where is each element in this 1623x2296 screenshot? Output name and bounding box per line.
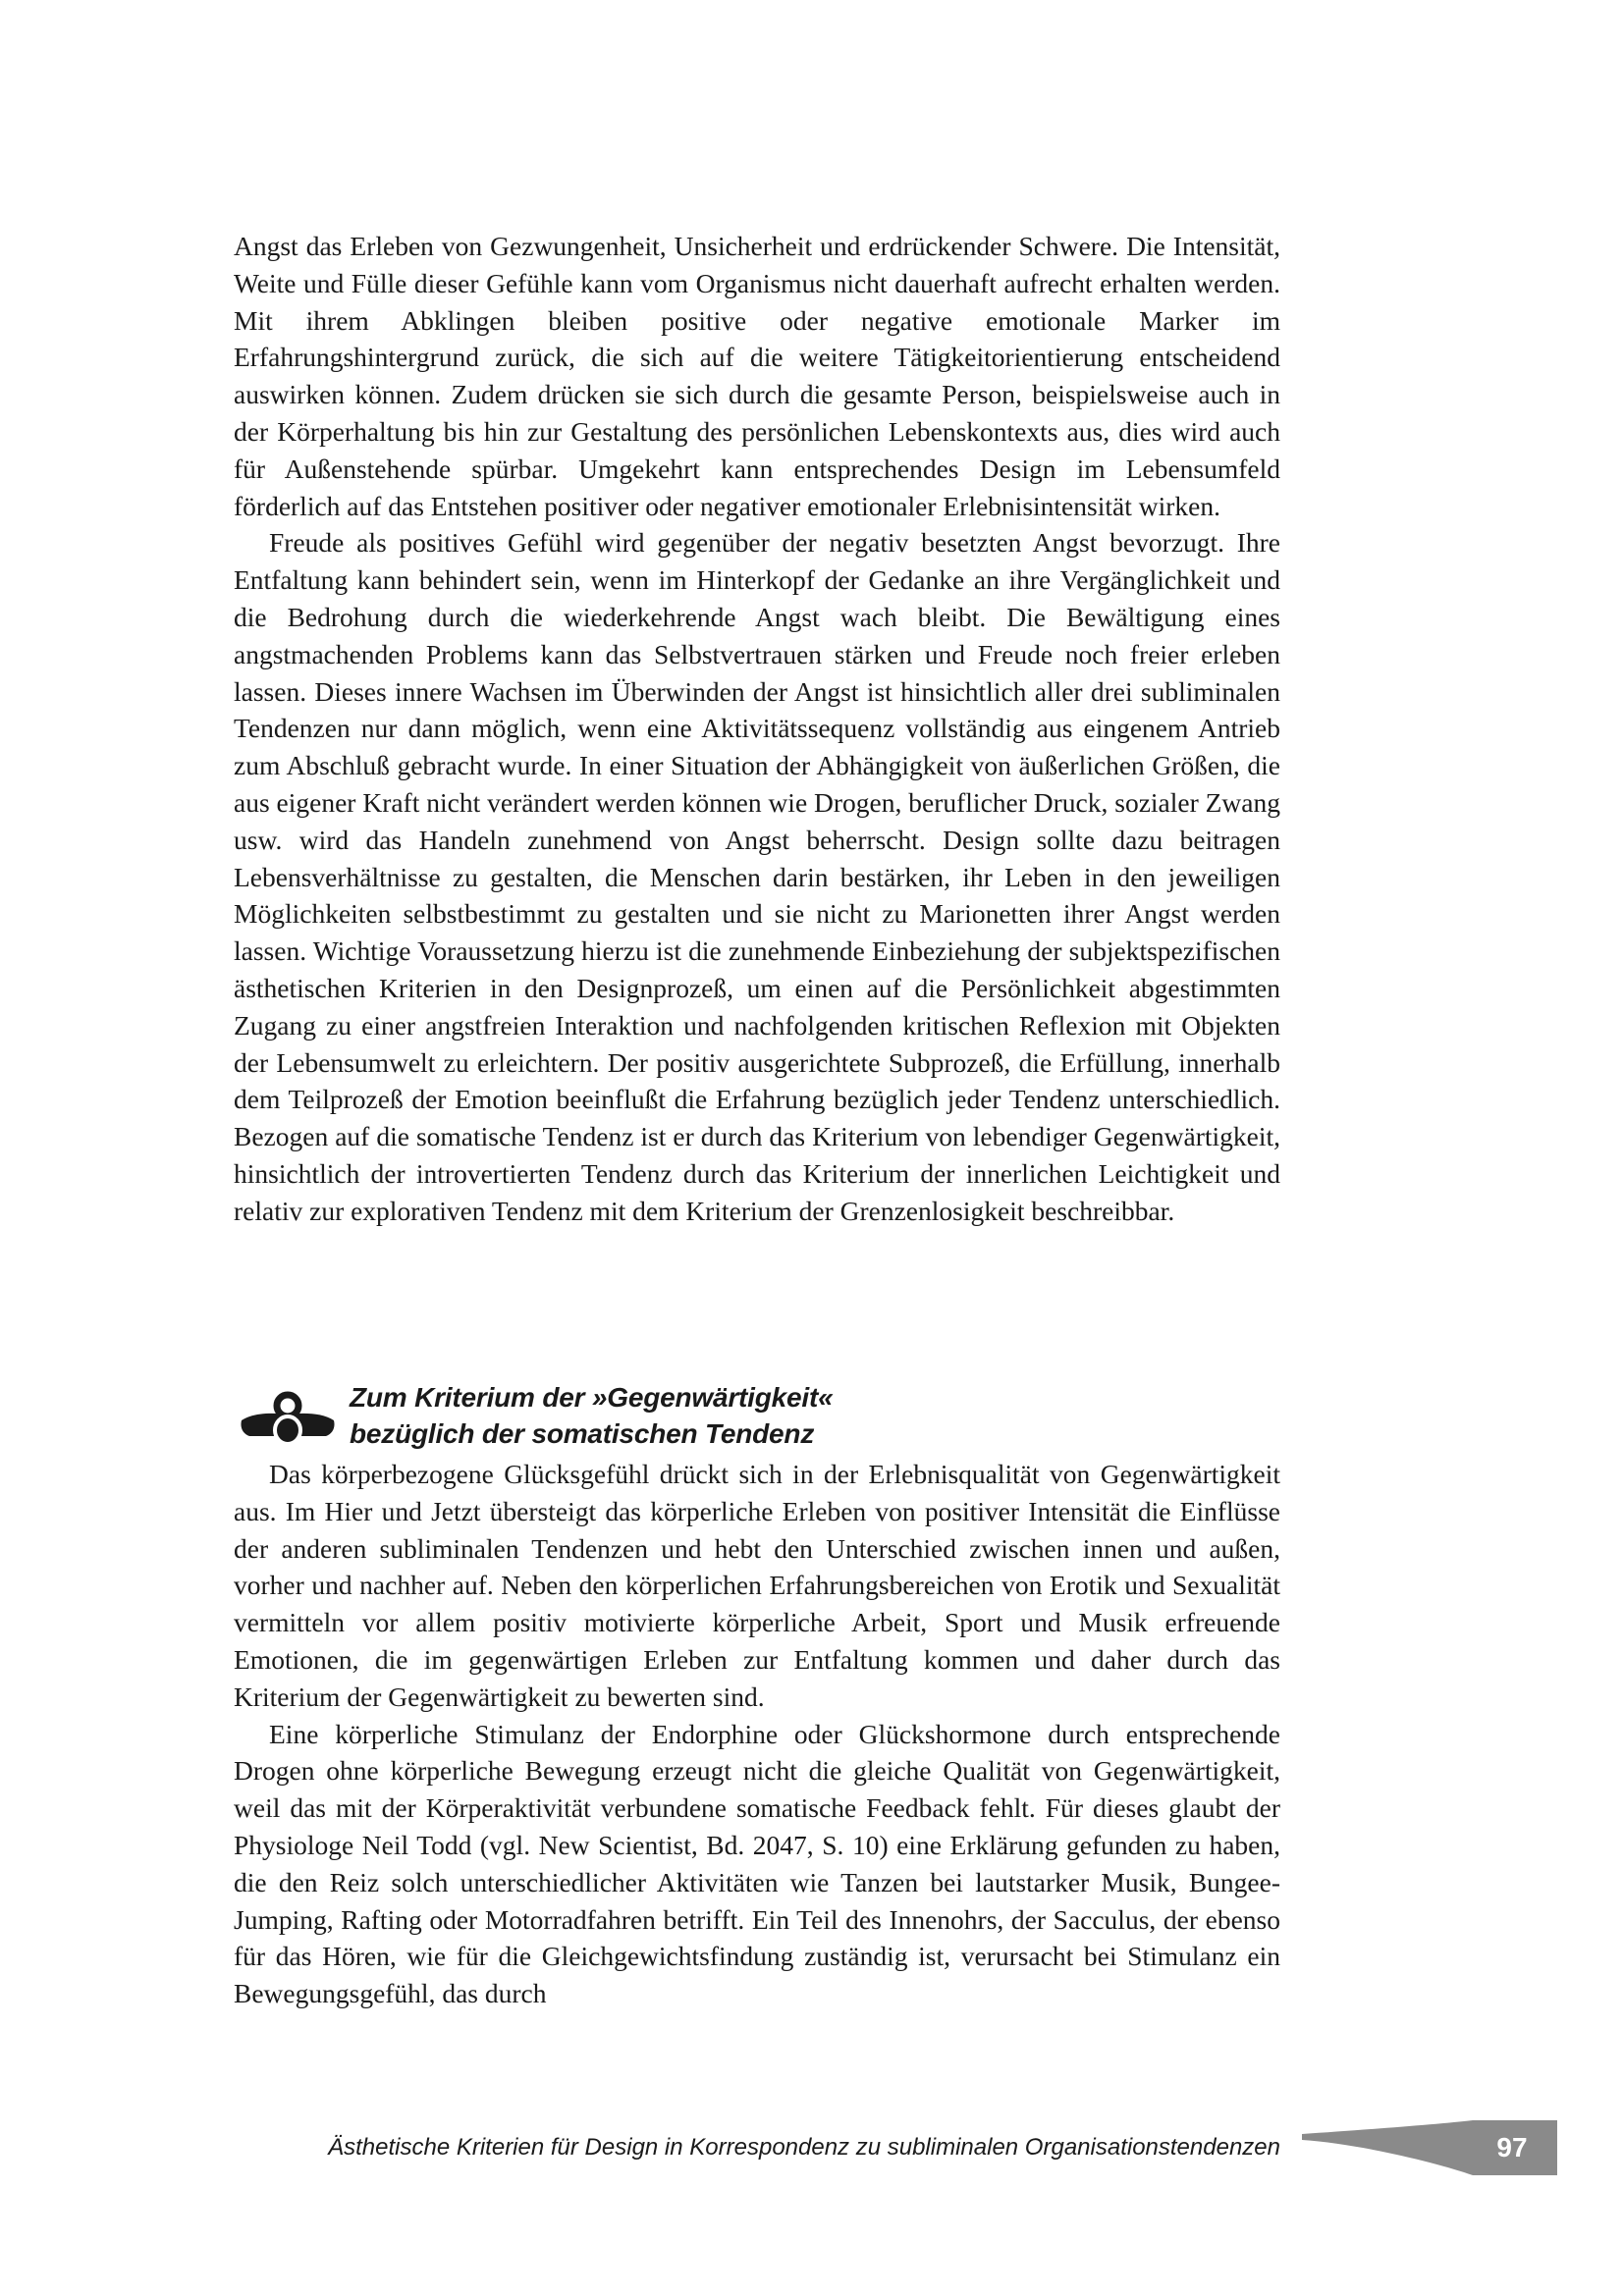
section-title-line-1: Zum Kriterium der »Gegenwärtigkeit«	[350, 1382, 834, 1413]
section-title-line-2: bezüglich der somatischen Tendenz	[350, 1418, 815, 1449]
paragraph: Freude als positives Gefühl wird gegenüber der negativ besetzten Angst bevorzugt. Ihre Entfaltung kann behindert sein, wenn im Hinterkopf der Gedanke an ihre Vergänglichkeit und die Bedrohung durch die wiederkehrende Angst wach bleibt. Die Bewältigung eines angstmachenden Problems kann das Selbstvertrauen stärken und Freude noch freier erleben lassen. Dieses innere Wachsen im Überwinden der Angst ist hinsichtlich aller drei subliminalen Tendenzen nur dann möglich, wenn eine Aktivitätssequenz vollständig aus eingenem Antrieb zum Abschluß gebracht wurde. In einer Situation der Abhängigkeit von äußerlichen Größen, die aus eigener Kraft nicht verändert werden können wie Drogen, beruflicher Druck, sozialer Zwang usw. wird das Handeln zunehmend von Angst beherrscht. Design sollte dazu beitragen Lebensverhältnisse zu gestalten, die Menschen darin bestärken, ihr Leben in den jeweiligen Möglichkeiten selbstbestimmt zu gestalten und sie nicht zu Marionetten ihrer Angst werden lassen. Wichtige Voraussetzung hierzu ist die zunehmende Einbeziehung der subjektspezifischen ästhetischen Kriterien in den Designprozeß, um einen auf die Persönlichkeit abgestimmten Zugang zu einer angstfreien Interaktion und nachfolgenden kritischen Reflexion mit Objekten der Lebensumwelt zu erleichtern. Der positiv ausgerichtete Subprozeß, die Erfüllung, innerhalb dem Teilprozeß der Emotion beeinflußt die Erfahrung bezüglich jeder Tendenz unterschiedlich. Bezogen auf die somatische Tendenz ist er durch das Kriterium von lebendiger Gegenwärtigkeit, hinsichtlich der introvertierten Tendenz durch das Kriterium der innerlichen Leichtigkeit und relativ zur explorativen Tendenz mit dem Kriterium der Grenzenlosigkeit beschreibbar.	[234, 527, 1280, 1226]
running-title: Ästhetische Kriterien für Design in Korrespondenz zu subliminalen Organisationstendenzen	[328, 2134, 1280, 2161]
page-number: 97	[1496, 2132, 1528, 2163]
section-title	[350, 1379, 833, 1452]
page-footer	[0, 2120, 1623, 2179]
paragraph: Angst das Erleben von Gezwungenheit, Unsicherheit und erdrückender Schwere. Die Intensität, Weite und Fülle dieser Gefühle kann vom Organismus nicht dauerhaft aufrecht erhalten werden. Mit ihrem Abklingen bleiben positive oder negative emotionale Marker im Erfahrungshintergrund zurück, die sich auf die weitere Tätigkeitorientierung entscheidend auswirken können. Zudem drücken sie sich durch die gesamte Person, beispielsweise auch in der Körperhaltung bis hin zur Gestaltung des persönlichen Lebenskontexts aus, dies wird auch für Außenstehende spürbar. Umgekehrt kann entsprechendes Design im Lebensumfeld förderlich auf das Entstehen positiver oder negativer emotionaler Erlebnisintensität wirken.	[234, 231, 1280, 521]
body-text-block-1	[234, 228, 1280, 1230]
paragraph: Eine körperliche Stimulanz der Endorphine oder Glückshormone durch entsprechende Drogen ohne körperliche Bewegung erzeugt nicht die gleiche Qualität von Gegenwärtigkeit, weil das mit der Körperaktivität verbundene somatische Feedback fehlt. Für dieses glaubt der Physiologe Neil Todd (vgl. New Scientist, Bd. 2047, S. 10) eine Erklärung gefunden zu haben, die den Reiz solch unterschiedlicher Aktivitäten wie Tanzen bei lautstarker Musik, Bungee-Jumping, Rafting oder Motorradfahren betrifft. Ein Teil des Innenohrs, der Sacculus, der ebenso für das Hören, wie für die Gleichgewichtsfindung zuständig ist, verursacht bei Stimulanz ein Bewegungsgefühl, das durch	[234, 1718, 1280, 2009]
body-text-block-2	[234, 1456, 1280, 2012]
somatic-tendency-icon	[234, 1391, 342, 1450]
section-heading	[234, 1379, 1280, 1458]
paragraph: Das körperbezogene Glücksgefühl drückt sich in der Erlebnisqualität von Gegenwärtigkeit aus. Im Hier und Jetzt übersteigt das körperliche Erleben von positiver Intensität die Einflüsse der anderen subliminalen Tendenzen und hebt den Unterschied zwischen innen und außen, vorher und nachher auf. Neben den körperlichen Erfahrungsbereichen von Erotik und Sexualität vermitteln vor allem positiv motivierte körperliche Arbeit, Sport und Musik erfreuende Emotionen, die im gegenwärtigen Erleben zur Entfaltung kommen und daher durch das Kriterium der Gegenwärtigkeit zu bewerten sind.	[234, 1459, 1280, 1712]
